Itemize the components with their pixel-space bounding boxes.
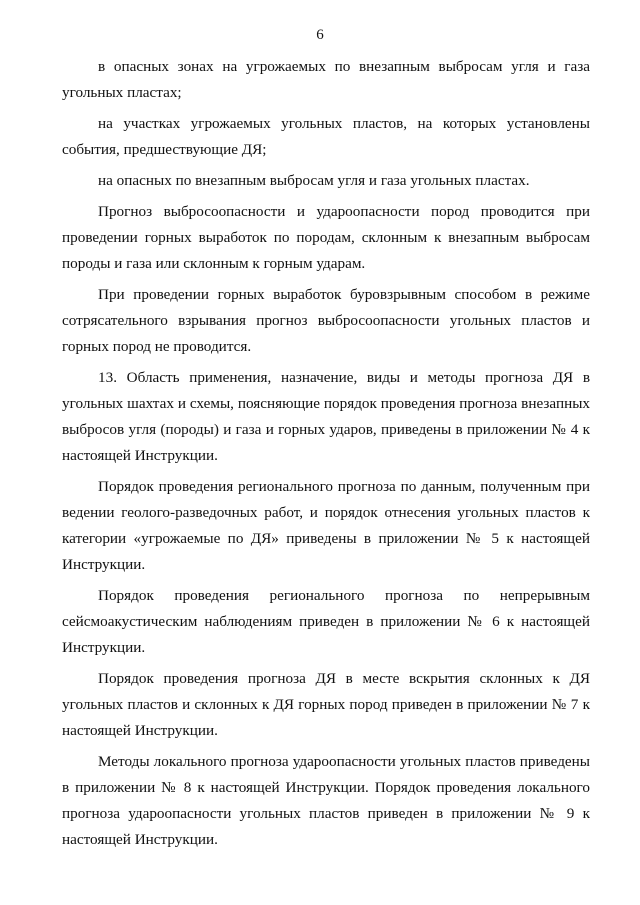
document-body xyxy=(62,54,590,853)
paragraph-10: Методы локального прогноза удароопасности угольных пластов приведены в приложении № 8 к настоящей Инструкции. Порядок проведения локального прогноза удароопасности угольных пластов приведен в приложении № 9 к настоящей Инструкции. xyxy=(62,753,590,848)
paragraph-7: Порядок проведения регионального прогноза по данным, полученным при ведении геолого-разведочных работ, и порядок отнесения угольных пластов к категории «угрожаемые по ДЯ» приведены в приложении № 5 к настоящей Инструкции. xyxy=(62,478,590,573)
paragraph-4: Прогноз выбросоопасности и удароопасности пород проводится при проведении горных выработок по породам, склонным к внезапным выбросам породы и газа или склонным к горным ударам. xyxy=(62,203,590,272)
paragraph-1: в опасных зонах на угрожаемых по внезапным выбросам угля и газа угольных пластах; xyxy=(62,58,590,101)
paragraph-2: на участках угрожаемых угольных пластов, на которых установлены события, предшествующие ДЯ; xyxy=(62,115,590,158)
paragraph-8: Порядок проведения регионального прогноза по непрерывным сейсмоакустическим наблюдениям приведен в приложении № 6 к настоящей Инструкции. xyxy=(62,587,590,656)
paragraph-9: Порядок проведения прогноза ДЯ в месте вскрытия склонных к ДЯ угольных пластов и склонных к ДЯ горных пород приведен в приложении № 7 к настоящей Инструкции. xyxy=(62,670,590,739)
paragraph-6: 13. Область применения, назначение, виды и методы прогноза ДЯ в угольных шахтах и схемы, поясняющие порядок проведения прогноза внезапных выбросов угля (породы) и газа и горных ударов, приведены в приложении № 4 к настоящей Инструкции. xyxy=(62,369,590,464)
paragraph-3: на опасных по внезапным выбросам угля и газа угольных пластах. xyxy=(98,172,530,189)
page-number: 6 xyxy=(316,27,324,43)
paragraph-5: При проведении горных выработок буровзрывным способом в режиме сотрясательного взрывания прогноз выбросоопасности угольных пластов и горных пород не проводится. xyxy=(62,286,590,355)
